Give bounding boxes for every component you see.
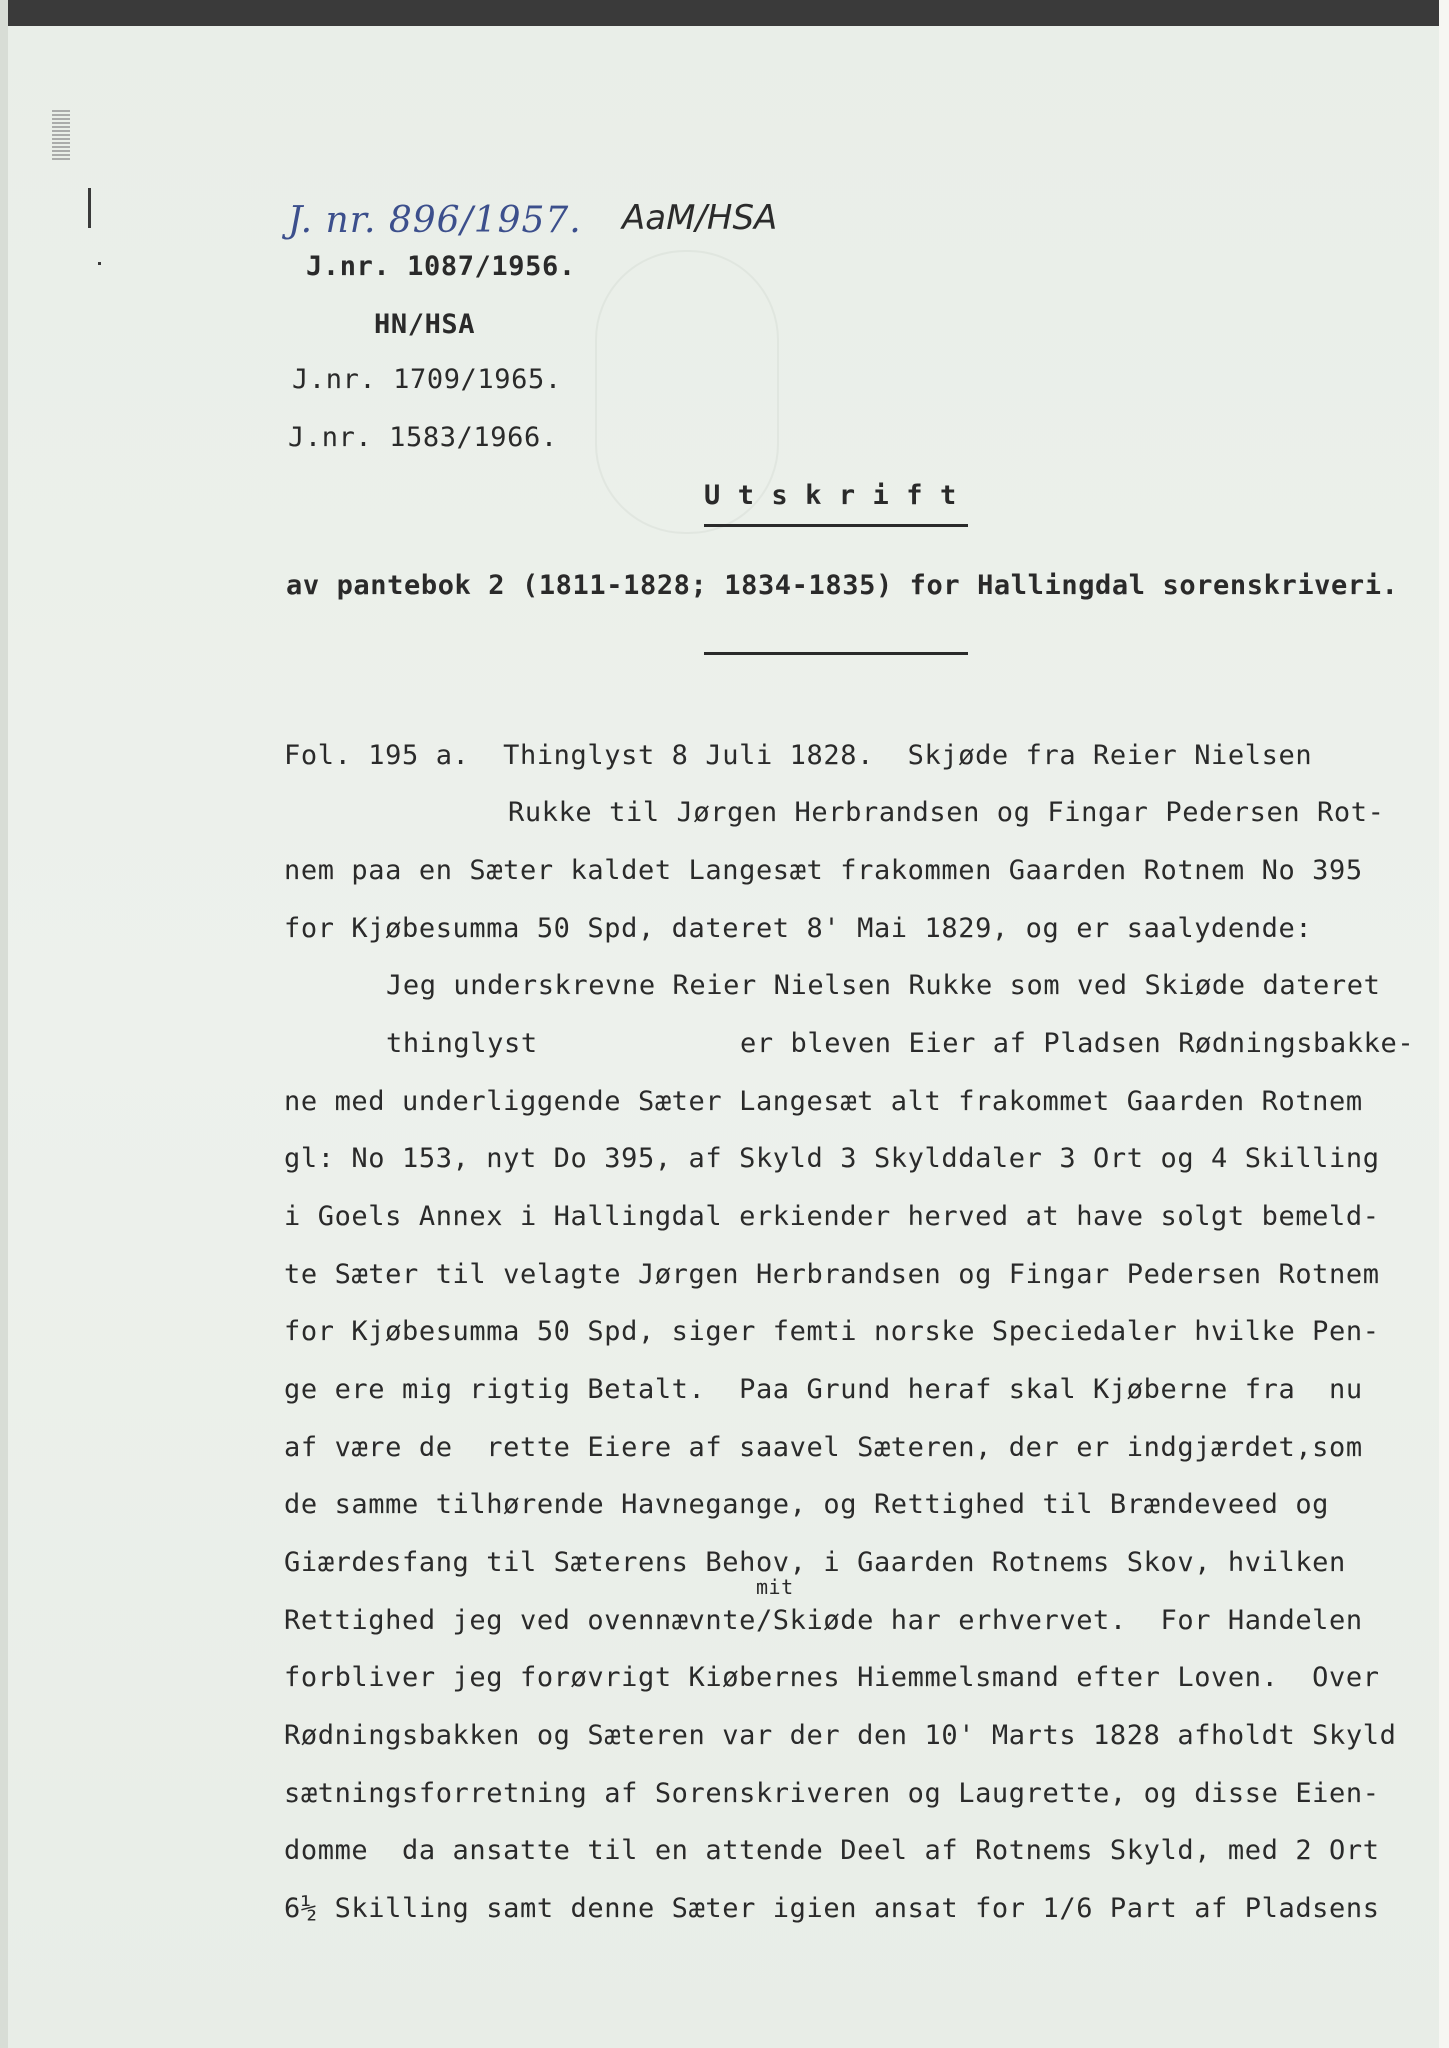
body-line: ne med underliggende Sæter Langesæt alt frakommet Gaarden Rotnem xyxy=(284,1086,1363,1117)
body-line: domme da ansatte til en attende Deel af Rotnems Skyld, med 2 Ort xyxy=(284,1835,1380,1866)
journal-ref-1087: J.nr. 1087/1956. xyxy=(306,251,576,282)
body-line: Rettighed jeg ved ovennævnte/Skiøde har erhvervet. For Handelen xyxy=(284,1605,1363,1636)
archive-barcode-mark xyxy=(52,110,70,162)
body-line: sætningsforretning af Sorenskriveren og Laugrette, og disse Eien- xyxy=(284,1778,1380,1809)
body-line: Jeg underskrevne Reier Nielsen Rukke som ved Skiøde dateret xyxy=(386,970,1381,1001)
journal-initials: HN/HSA xyxy=(374,309,476,340)
body-line: te Sæter til velagte Jørgen Herbrandsen og Fingar Pedersen Rotnem xyxy=(284,1259,1380,1290)
body-line: forbliver jeg forøvrigt Kiøbernes Hiemmelsmand efter Loven. Over xyxy=(284,1662,1380,1693)
body-line: af være de rette Eiere af saavel Sæteren, der er indgjærdet,som xyxy=(284,1432,1363,1463)
handwritten-initials: AaM/HSA xyxy=(622,198,778,238)
document-subtitle: av pantebok 2 (1811-1828; 1834-1835) for Hallingdal sorenskriveri. xyxy=(286,570,1399,601)
scan-left-edge xyxy=(0,0,8,2048)
body-line: Giærdesfang til Sæterens Behov, i Gaarden Rotnems Skov, hvilken xyxy=(284,1547,1346,1578)
handwritten-journal-number: J. nr. 896/1957. xyxy=(288,200,582,241)
body-line: for Kjøbesumma 50 Spd, siger femti norske Speciedaler hvilke Pen- xyxy=(284,1316,1380,1347)
journal-ref-1583: J.nr. 1583/1966. xyxy=(288,422,558,453)
separator-rule xyxy=(704,652,968,655)
body-line: gl: No 153, nyt Do 395, af Skyld 3 Skylddaler 3 Ort og 4 Skilling xyxy=(284,1143,1380,1174)
body-line: Rukke til Jørgen Herbrandsen og Fingar Pedersen Rot- xyxy=(508,797,1385,828)
body-line: for Kjøbesumma 50 Spd, dateret 8' Mai 1829, og er saalydende: xyxy=(284,913,1313,944)
document-title: U t s k r i f t xyxy=(704,480,957,511)
title-underline xyxy=(704,524,968,527)
body-line: thinglyst er bleven Eier af Pladsen Rødningsbakke- xyxy=(386,1028,1415,1059)
body-line: de samme tilhørende Havnegange, og Rettighed til Brændeveed og xyxy=(284,1489,1330,1520)
scan-top-edge xyxy=(0,0,1449,26)
scan-right-edge xyxy=(1439,0,1449,2048)
body-line: nem paa en Sæter kaldet Langesæt frakommen Gaarden Rotnem No 395 xyxy=(284,855,1363,886)
margin-mark xyxy=(88,188,91,228)
insertion-superscript: mit xyxy=(756,1575,794,1599)
margin-dot xyxy=(98,262,101,265)
body-line: 6½ Skilling samt denne Sæter igien ansat for 1/6 Part af Pladsens xyxy=(284,1893,1380,1924)
body-line: ge ere mig rigtig Betalt. Paa Grund heraf skal Kjøberne fra nu xyxy=(284,1374,1363,1405)
body-line: Fol. 195 a. Thinglyst 8 Juli 1828. Skjøde fra Reier Nielsen xyxy=(284,740,1313,771)
body-line: i Goels Annex i Hallingdal erkiender herved at have solgt bemeld- xyxy=(284,1201,1380,1232)
body-line: Rødningsbakken og Sæteren var der den 10' Marts 1828 afholdt Skyld xyxy=(284,1720,1397,1751)
journal-ref-1709: J.nr. 1709/1965. xyxy=(292,364,562,395)
